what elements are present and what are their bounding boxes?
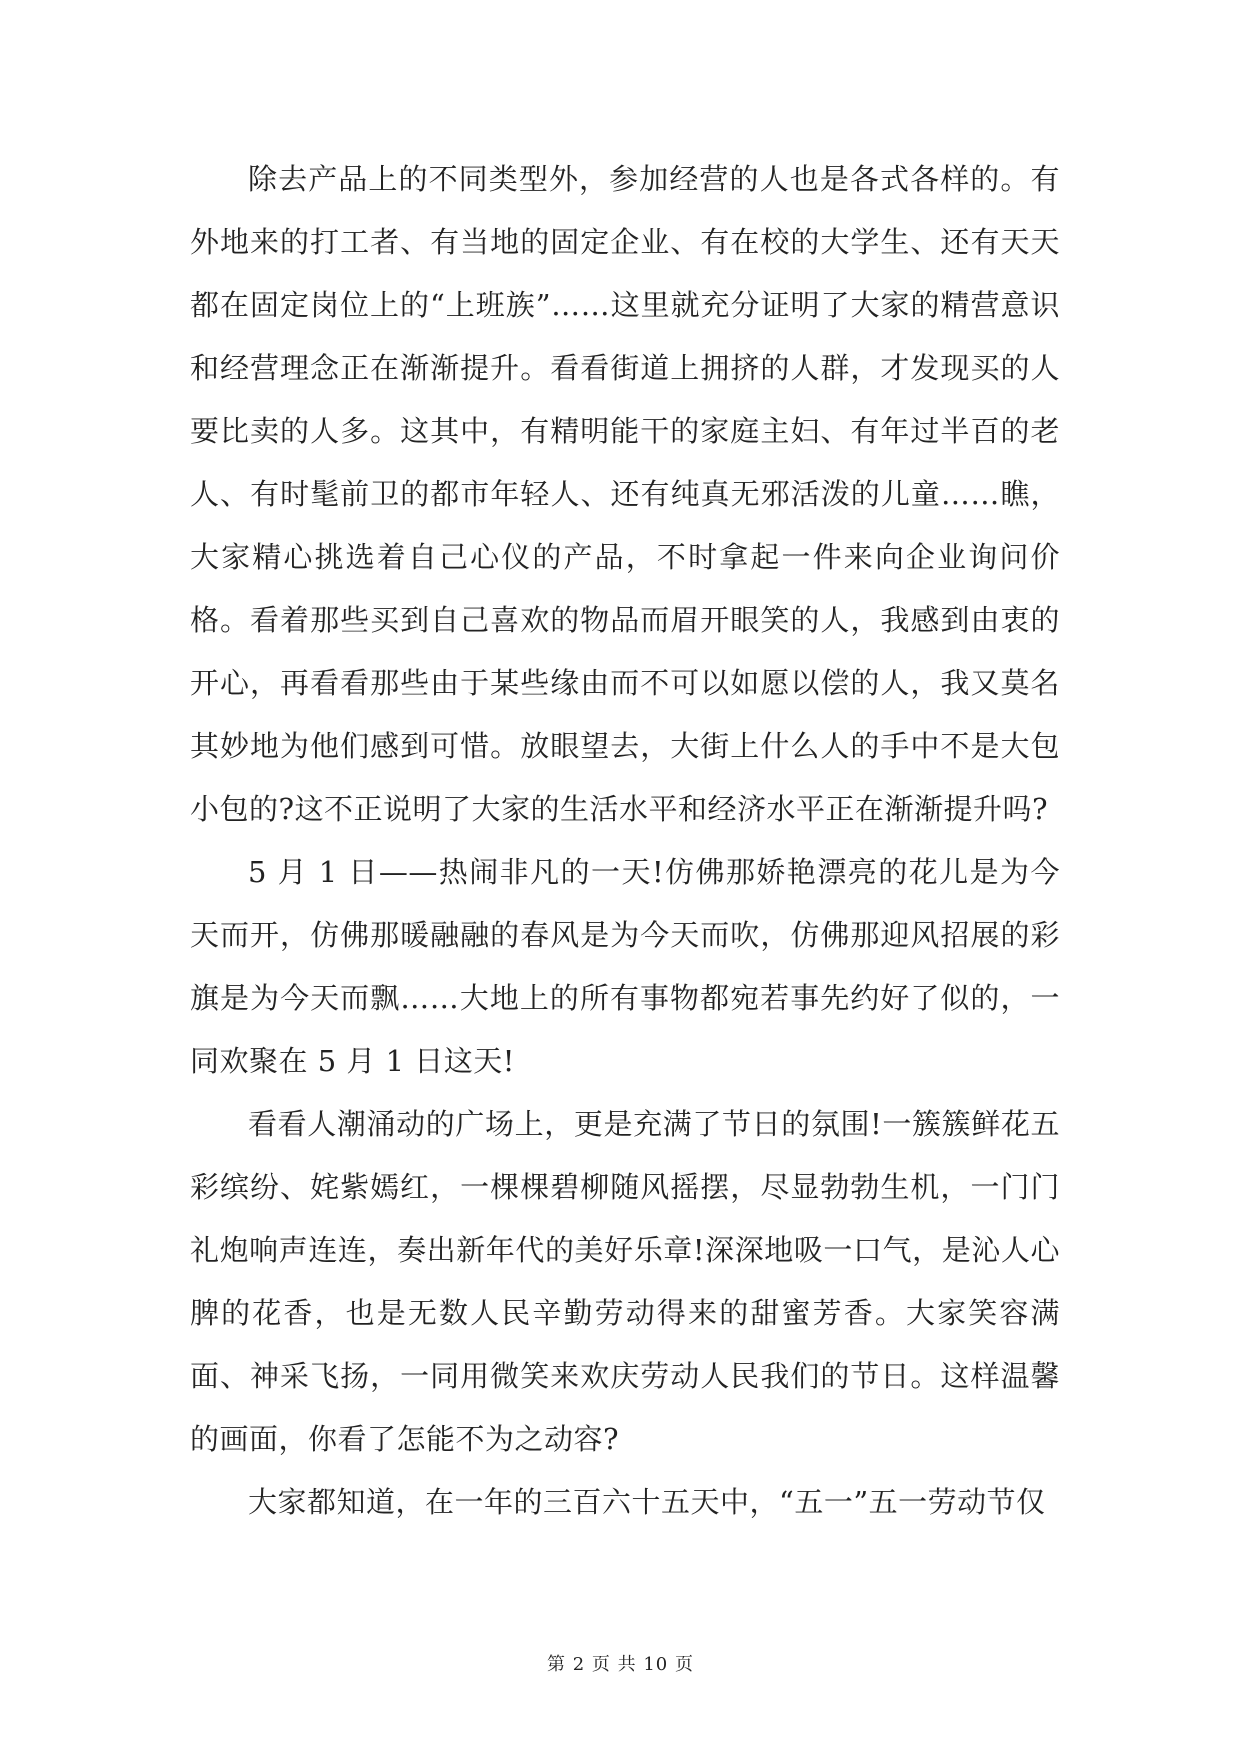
paragraph: 看看人潮涌动的广场上，更是充满了节日的氛围!一簇簇鲜花五彩缤纷、姹紫嫣红，一棵棵碧柳随风摇摆，尽显勃勃生机，一门门礼炮响声连连，奏出新年代的美好乐章!深深地吸一口气，是沁人心脾的花香，也是无数人民辛勤劳动得来的甜蜜芳香。大家笑容满面、神采飞扬，一同用微笑来欢庆劳动人民我们的节日。这样温馨的画面，你看了怎能不为之动容? — [190, 1107, 1060, 1456]
paragraph: 5 月 1 日——热闹非凡的一天!仿佛那娇艳漂亮的花儿是为今天而开，仿佛那暖融融的春风是为今天而吹，仿佛那迎风招展的彩旗是为今天而飘……大地上的所有事物都宛若事先约好了似的，一同欢聚在 5 月 1 日这天! — [190, 855, 1060, 1078]
page-number-footer: 第 2 页 共 10 页 — [547, 1654, 694, 1675]
document-body — [190, 148, 1060, 1534]
paragraph: 除去产品上的不同类型外，参加经营的人也是各式各样的。有外地来的打工者、有当地的固定企业、有在校的大学生、还有天天都在固定岗位上的“上班族”……这里就充分证明了大家的精营意识和经营理念正在渐渐提升。看看街道上拥挤的人群，才发现买的人要比卖的人多。这其中，有精明能干的家庭主妇、有年过半百的老人、有时髦前卫的都市年轻人、还有纯真无邪活泼的儿童……瞧，大家精心挑选着自己心仪的产品，不时拿起一件来向企业询问价格。看着那些买到自己喜欢的物品而眉开眼笑的人，我感到由衷的开心，再看看那些由于某些缘由而不可以如愿以偿的人，我又莫名其妙地为他们感到可惜。放眼望去，大街上什么人的手中不是大包小包的?这不正说明了大家的生活水平和经济水平正在渐渐提升吗? — [190, 162, 1060, 826]
paragraph: 大家都知道，在一年的三百六十五天中，“五一”五一劳动节仅 — [248, 1485, 1046, 1519]
